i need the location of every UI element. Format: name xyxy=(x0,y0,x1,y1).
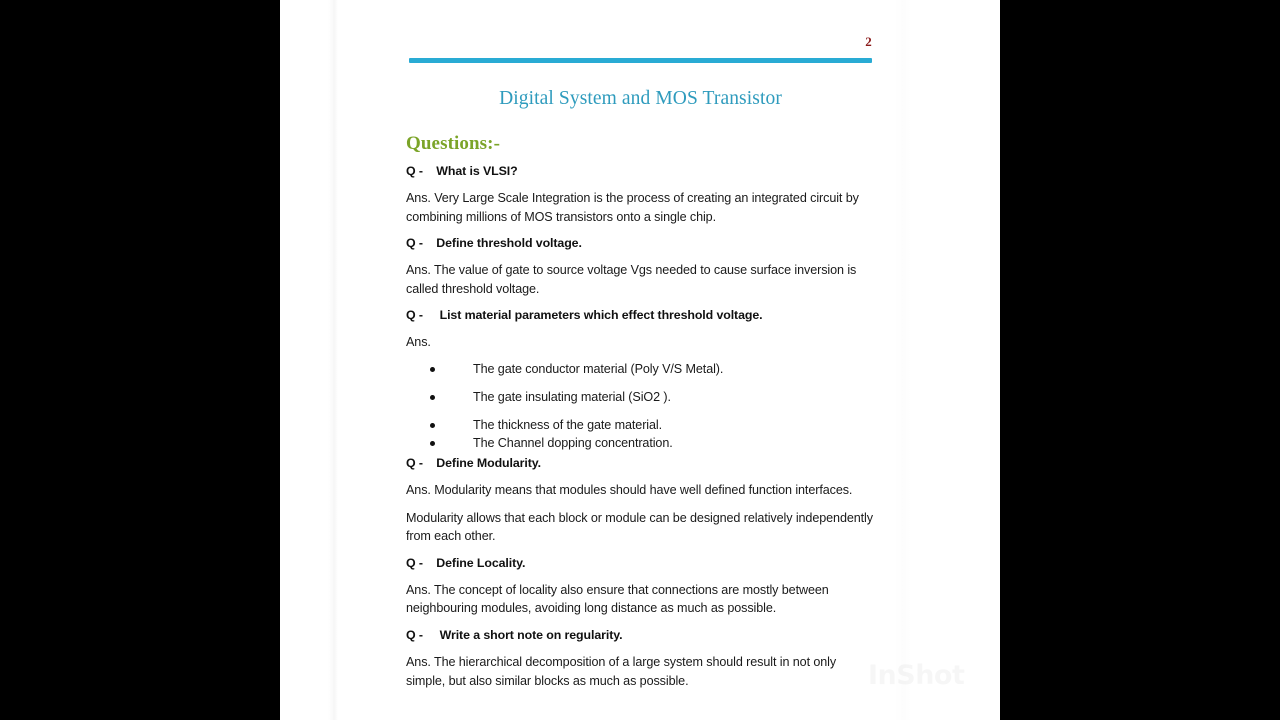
list-item-label: The Channel dopping concentration. xyxy=(473,435,673,450)
page-title: Digital System and MOS Transistor xyxy=(499,88,782,109)
list-item xyxy=(406,417,876,434)
page-number: 2 xyxy=(865,34,872,49)
bullet-dot-icon xyxy=(430,367,435,372)
list-item-label: The gate conductor material (Poly V/S Metal). xyxy=(473,361,724,376)
list-item xyxy=(406,435,876,452)
question-line: Q - Define threshold voltage. xyxy=(406,236,582,251)
list-item xyxy=(406,389,876,406)
document-page xyxy=(280,0,1000,720)
list-item-label: The gate insulating material (SiO2 ). xyxy=(473,389,671,404)
bullet-list xyxy=(406,361,876,452)
question-line: Q - List material parameters which effect threshold voltage. xyxy=(406,308,763,323)
question-line: Q - Write a short note on regularity. xyxy=(406,627,623,642)
question-line: Q - What is VLSI? xyxy=(406,164,518,178)
answer-paragraph: Ans. The value of gate to source voltage Vgs needed to cause surface inversion is called threshold voltage. xyxy=(406,263,857,296)
letterbox-bar-left xyxy=(0,0,280,720)
document-content xyxy=(280,0,1000,720)
document-body xyxy=(406,163,876,699)
answer-paragraph: Modularity allows that each block or module can be designed relatively independently from each other. xyxy=(406,510,873,544)
bullet-dot-icon xyxy=(430,423,435,428)
bullet-dot-icon xyxy=(430,441,435,446)
question-line: Q - Define Modularity. xyxy=(406,455,541,470)
answer-paragraph: Ans. xyxy=(406,335,431,350)
inshot-watermark xyxy=(868,660,964,691)
list-item xyxy=(406,361,876,378)
answer-paragraph: Ans. Very Large Scale Integration is the process of creating an integrated circuit by combining millions of MOS transistors onto a single chip. xyxy=(406,191,859,224)
bullet-dot-icon xyxy=(430,395,435,400)
answer-paragraph: Ans. Modularity means that modules should have well defined function interfaces. xyxy=(406,482,853,497)
answer-paragraph: Ans. The hierarchical decomposition of a large system should result in not only simple, but also similar blocks as much as possible. xyxy=(406,654,837,688)
list-item-label: The thickness of the gate material. xyxy=(473,417,663,432)
question-line: Q - Define Locality. xyxy=(406,555,526,570)
letterbox-bar-right xyxy=(1000,0,1280,720)
header-rule xyxy=(409,58,872,63)
answer-paragraph: Ans. The concept of locality also ensure that connections are mostly between neighbouring modules, avoiding long distance as much as possible. xyxy=(406,582,829,616)
section-heading-questions: Questions:- xyxy=(406,133,500,154)
